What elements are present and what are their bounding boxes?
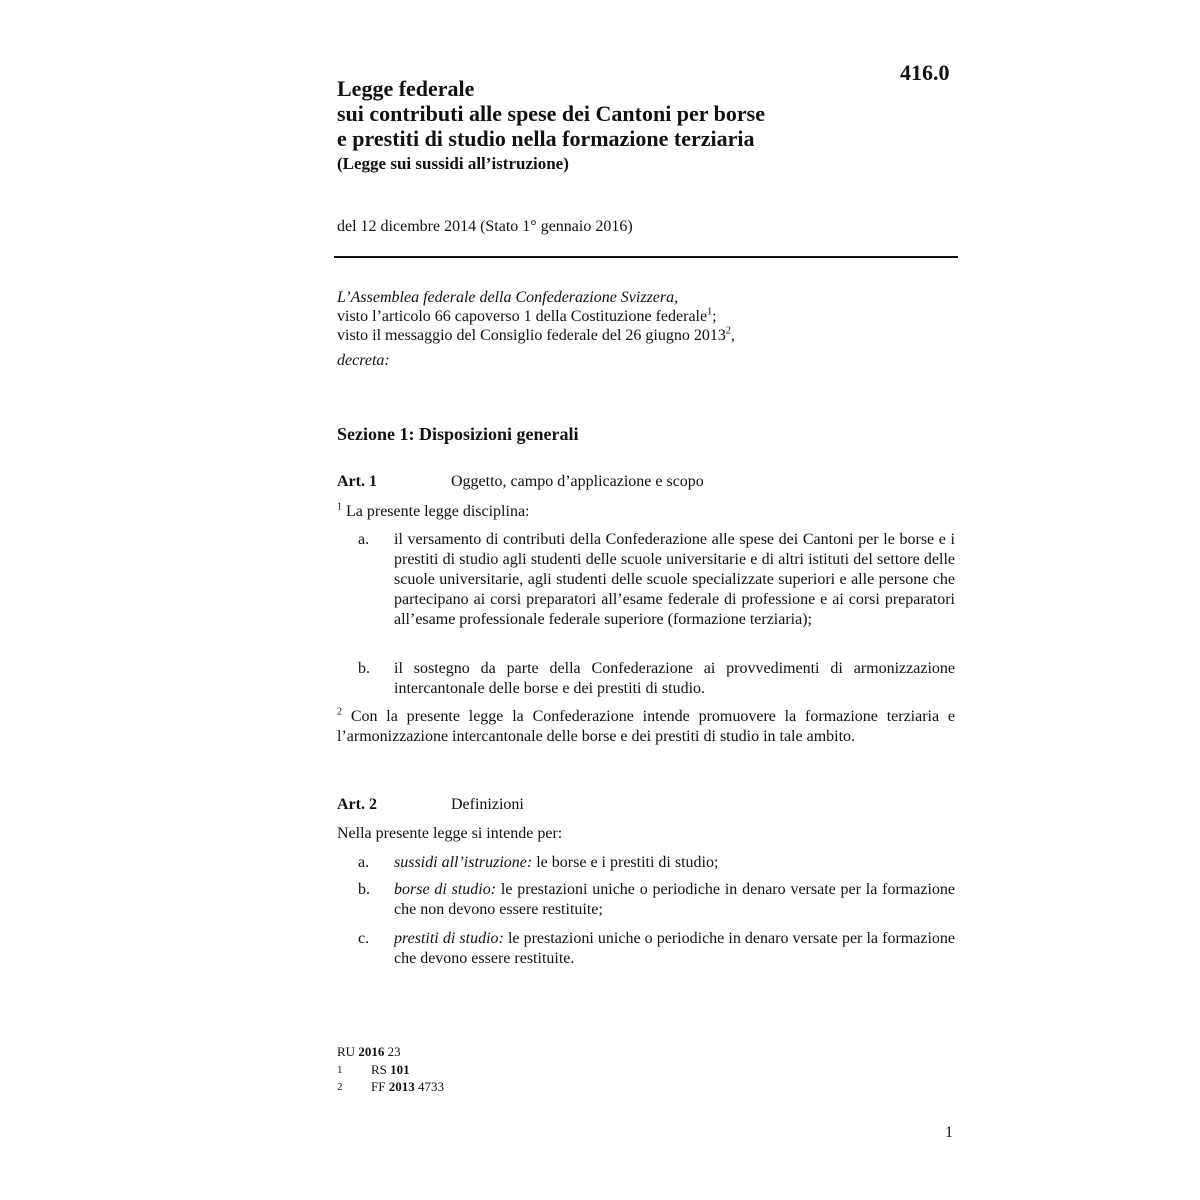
preamble-visto-1: visto l’articolo 66 capoverso 1 della Costituzione federale$^1$; xyxy=(337,306,717,325)
item-label: a. xyxy=(358,854,370,871)
page-number: 1 xyxy=(945,1124,953,1141)
art-1-para-1: $^1$ La presente legge disciplina: xyxy=(337,501,530,520)
item-text: il sostegno da parte della Confederazione ai provvedimenti di armonizzazione intercantonale delle borse e dei prestiti di studio. xyxy=(394,660,955,697)
preamble-decreta: decreta: xyxy=(337,352,390,369)
ru-reference: RU 2016 23 xyxy=(337,1044,401,1059)
header-divider xyxy=(334,256,958,258)
art-1-number: Art. 1 xyxy=(337,473,377,490)
item-label: b. xyxy=(358,881,370,898)
preamble-assembly: L’Assemblea federale della Confederazione Svizzera, xyxy=(337,289,679,306)
para-number: 2 xyxy=(337,706,342,718)
art-2-heading xyxy=(337,796,524,814)
art-2-number: Art. 2 xyxy=(337,796,377,813)
item-text: prestiti di studio: le prestazioni uniche o periodiche in denaro versate per la formazione che devono essere restituite. xyxy=(394,930,955,967)
art-2-title: Definizioni xyxy=(451,796,524,813)
section-1-title: Sezione 1: Disposizioni generali xyxy=(337,424,579,444)
item-label: c. xyxy=(358,930,370,947)
art-1-heading xyxy=(337,473,704,491)
law-date: del 12 dicembre 2014 (Stato 1° gennaio 2016) xyxy=(337,218,633,235)
title-line-3: e prestiti di studio nella formazione terziaria xyxy=(337,126,755,151)
item-text: sussidi all’istruzione: le borse e i prestiti di studio; xyxy=(394,854,719,871)
preamble xyxy=(337,288,957,370)
title-line-2: sui contributi alle spese dei Cantoni per borse xyxy=(337,101,766,126)
item-text: borse di studio: le prestazioni uniche o periodiche in denaro versate per la formazione che non devono essere restituite; xyxy=(394,881,955,918)
law-short-title: (Legge sui sussidi all’istruzione) xyxy=(337,154,569,173)
law-title xyxy=(337,76,857,151)
item-text: il versamento di contributi della Confederazione alle spese dei Cantoni per le borse e i prestiti di studio agli studenti delle scuole universitarie e di altri istituti del settore delle scuole universitarie, agli studenti delle scuole specializzate superiori e alle persone che partecipano ai corsi preparatori all’esame federale di professione e ai corsi preparatori all’esame professionale federale superiore (formazione terziaria); xyxy=(394,531,955,628)
footnote-number: 2 xyxy=(337,1081,343,1093)
footnote-2: 2 FF 2013 4733 xyxy=(337,1079,444,1094)
art-1-para-2: $^2$ Con la presente legge la Confederazione intende promuovere la formazione terziaria e l’armonizzazione intercantonale delle borse e dei prestiti di studio in tale ambito. xyxy=(337,706,956,745)
footnote-ref-1[interactable]: 1 xyxy=(707,306,713,318)
art-2-intro: Nella presente legge si intende per: xyxy=(337,825,563,842)
defined-term: prestiti di studio: xyxy=(394,930,504,947)
footnote-1: 1 RS 101 xyxy=(337,1062,410,1077)
defined-term: borse di studio: xyxy=(394,881,497,898)
art-1-title: Oggetto, campo d’applicazione e scopo xyxy=(451,473,704,490)
footnote-number: 1 xyxy=(337,1064,343,1076)
item-label: a. xyxy=(358,531,370,548)
defined-term: sussidi all’istruzione: xyxy=(394,854,533,871)
preamble-visto-2: visto il messaggio del Consiglio federale del 26 giugno 2013$^2$, xyxy=(337,325,735,344)
sr-number: 416.0 xyxy=(900,60,950,85)
footnote-ref-2[interactable]: 2 xyxy=(725,325,731,337)
para-number: 1 xyxy=(337,501,342,513)
title-line-1: Legge federale xyxy=(337,76,475,101)
item-label: b. xyxy=(358,660,370,677)
document-page xyxy=(337,0,957,1200)
